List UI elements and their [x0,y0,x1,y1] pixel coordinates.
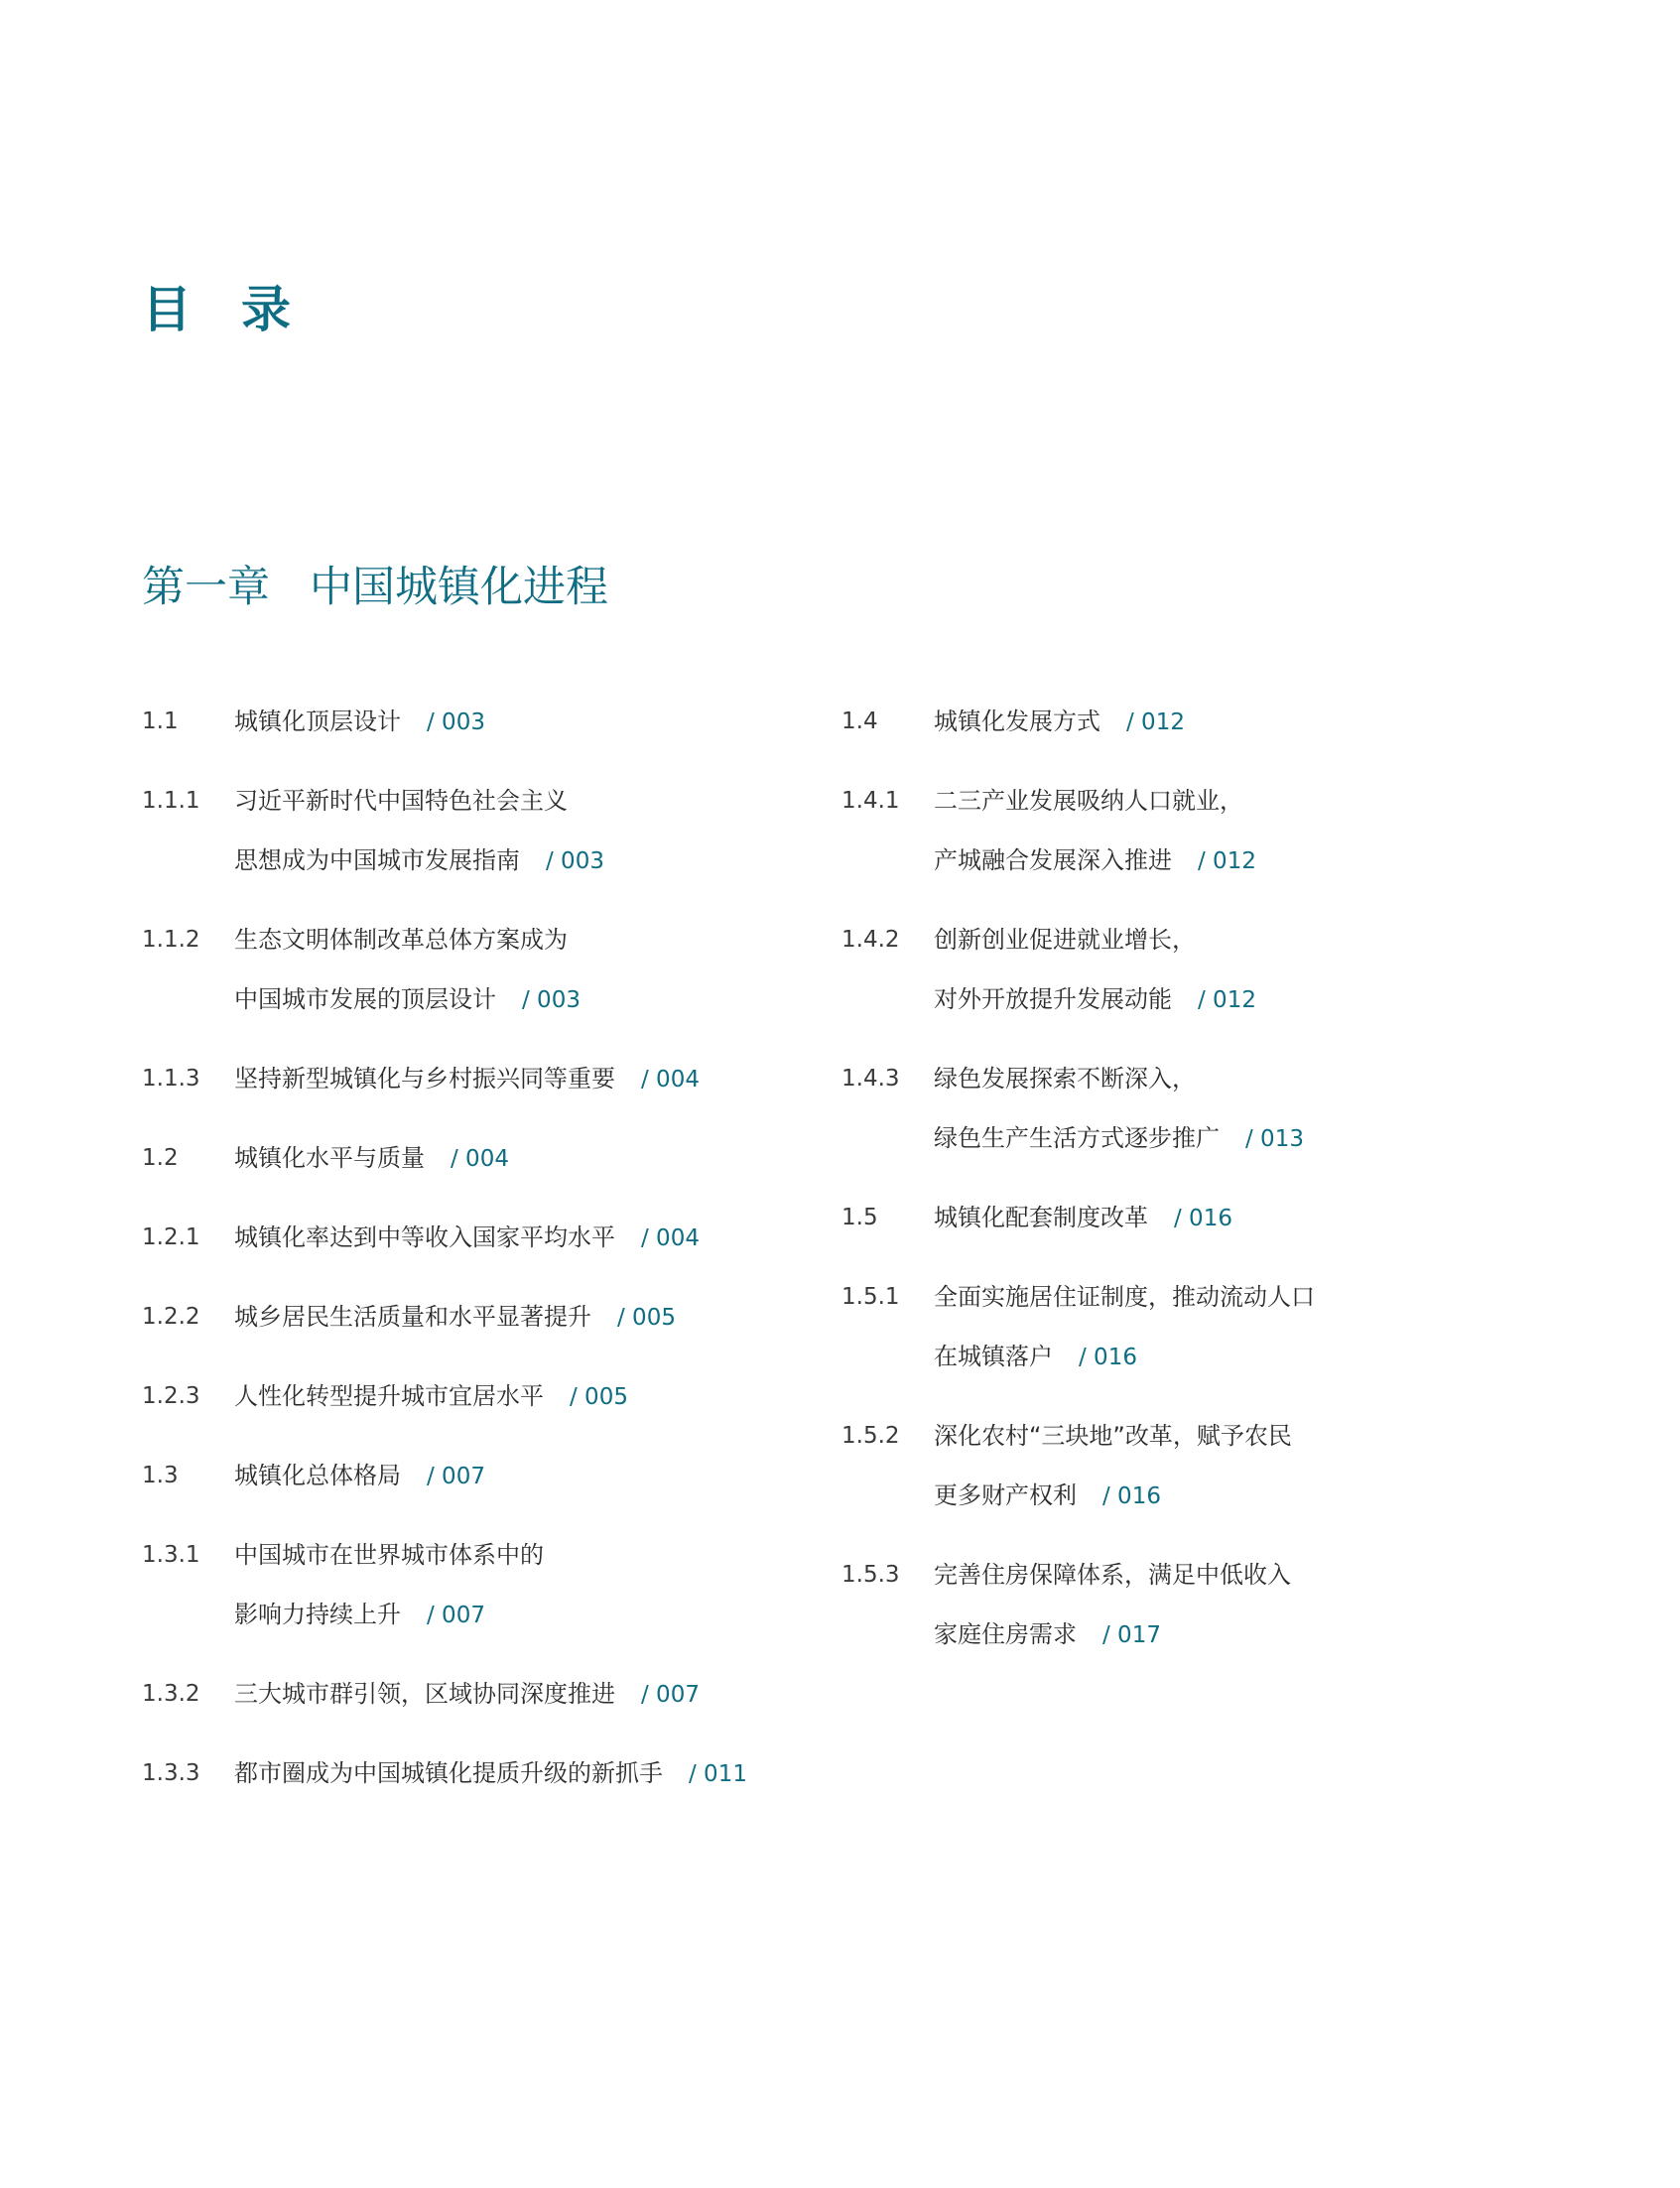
toc-entry-title-line [934,771,1256,831]
toc-entry-title-line [234,969,581,1030]
toc-entry-title-text: 三大城市群引领，区域协同深度推进 [234,1680,615,1708]
toc-entry-page: / 005 [617,1305,676,1331]
toc-entry-title [234,1743,747,1804]
toc-entry[interactable] [142,1743,747,1804]
toc-left-column [142,692,747,1823]
toc-entry-title-text: 绿色发展探索不断深入， [934,1065,1196,1093]
toc-entry-title [934,1267,1315,1387]
toc-entry-page: / 004 [451,1146,509,1172]
toc-entry-title-line [934,692,1185,752]
toc-entry-number: 1.1.2 [142,927,200,953]
toc-entry-title [934,771,1256,891]
toc-entry-title-text: 在城镇落户 [934,1343,1053,1370]
toc-entry-title-line [234,1287,676,1348]
toc-entry-page: / 011 [689,1761,747,1787]
toc-entry[interactable] [841,1545,1315,1665]
toc-entry-title-text: 生态文明体制改革总体方案成为 [234,926,568,954]
toc-entry-page: / 012 [1198,848,1256,874]
toc-entry-title-line [934,969,1256,1030]
toc-entry-title-line [234,831,604,891]
toc-entry-title-line [934,1466,1292,1526]
toc-entry-title-line [934,1267,1315,1327]
toc-entry-title [234,1049,700,1109]
toc-entry[interactable] [841,1267,1315,1387]
toc-entry-title-text: 城镇化发展方式 [934,708,1100,735]
toc-entry-number: 1.3.3 [142,1760,200,1786]
toc-entry-page: / 004 [641,1067,700,1093]
toc-entry-title-line [234,1525,544,1585]
toc-entry[interactable] [142,1664,747,1725]
toc-entry-number: 1.1.1 [142,788,200,814]
toc-entry[interactable] [142,692,747,752]
toc-entry-page: / 007 [427,1464,485,1489]
toc-entry-title [934,910,1256,1030]
toc-entry-title-text: 创新创业促进就业增长， [934,926,1196,954]
toc-entry-title-line [234,692,485,752]
toc-entry[interactable] [142,1287,747,1348]
toc-entry[interactable] [841,1188,1315,1248]
toc-entry[interactable] [142,1208,747,1268]
toc-entry-page: / 017 [1102,1622,1161,1648]
toc-entry-title-text: 完善住房保障体系，满足中低收入 [934,1561,1291,1589]
toc-entry-title-line [934,1049,1304,1108]
page-title [142,276,291,343]
toc-entry-title [234,1128,509,1189]
toc-entry-title-line [934,831,1256,891]
chapter-heading [142,558,608,617]
toc-entry-number: 1.2.3 [142,1383,200,1409]
toc-entry-title-text: 城镇化水平与质量 [234,1144,425,1172]
toc-entry-title-line [234,1585,544,1645]
toc-entry-title-line [234,1049,700,1109]
toc-entry-title-line [934,1406,1292,1466]
toc-entry-number: 1.2.2 [142,1304,200,1330]
toc-entry-title-line [234,1208,700,1268]
toc-entry-title-text: 城镇化率达到中等收入国家平均水平 [234,1223,615,1251]
toc-entry-title-line [234,1446,485,1506]
toc-entry-number: 1.4.1 [841,788,900,814]
toc-entry-title-line [934,1188,1232,1248]
toc-entry-title [234,1446,485,1506]
toc-entry-title-line [934,1545,1291,1605]
toc-entry-number: 1.5.2 [841,1423,900,1449]
toc-entry-number: 1.5 [841,1205,878,1230]
toc-entry-title-text: 人性化转型提升城市宜居水平 [234,1382,544,1410]
toc-entry[interactable] [142,1366,747,1427]
toc-entry[interactable] [142,1525,747,1645]
toc-entry[interactable] [841,692,1315,752]
toc-entry-title-text: 绿色生产生活方式逐步推广 [934,1124,1220,1152]
toc-entry-title [234,771,604,891]
toc-entry[interactable] [841,771,1315,891]
toc-entry-title-line [234,1743,747,1804]
toc-entry-title [934,1049,1304,1169]
toc-entry-page: / 013 [1245,1126,1304,1152]
toc-entry-title-text: 家庭住房需求 [934,1620,1077,1648]
toc-entry-title-line [934,1327,1315,1387]
toc-entry-title-line [234,1664,700,1725]
toc-entry[interactable] [142,1128,747,1189]
toc-entry-number: 1.2 [142,1145,179,1171]
toc-entry[interactable] [841,1406,1315,1526]
toc-entry-title-text: 全面实施居住证制度，推动流动人口 [934,1283,1315,1311]
toc-entry-page: / 016 [1174,1206,1232,1231]
toc-entry-title [234,910,581,1030]
toc-entry-title [234,1208,700,1268]
toc-entry-page: / 003 [427,709,485,735]
toc-entry-title [934,692,1185,752]
toc-entry-number: 1.3 [142,1463,179,1488]
toc-entry-number: 1.1 [142,708,179,734]
page-title-part2: 录 [241,281,291,338]
page-title-part1: 目 [142,281,192,338]
toc-entry-title-text: 都市圈成为中国城镇化提质升级的新抓手 [234,1759,663,1787]
toc-entry-title-text: 坚持新型城镇化与乡村振兴同等重要 [234,1065,615,1093]
toc-entry[interactable] [142,1446,747,1506]
toc-entry-title-text: 习近平新时代中国特色社会主义 [234,787,568,815]
chapter-name: 中国城镇化进程 [310,563,608,612]
toc-entry-page: / 004 [641,1225,700,1251]
toc-entry-title-line [934,910,1256,969]
toc-entry-title-line [934,1108,1304,1169]
toc-entry-title [234,1366,628,1427]
toc-entry[interactable] [142,910,747,1030]
toc-entry-page: / 003 [522,987,581,1013]
toc-entry-page: / 007 [427,1603,485,1628]
toc-entry-page: / 007 [641,1682,700,1708]
toc-entry-number: 1.4.3 [841,1066,900,1092]
toc-entry-title-text: 二三产业发展吸纳人口就业， [934,787,1243,815]
toc-entry-title-text: 城乡居民生活质量和水平显著提升 [234,1303,591,1331]
toc-entry[interactable] [142,1049,747,1109]
toc-entry-title-text: 城镇化顶层设计 [234,708,401,735]
toc-entry-title-text: 城镇化配套制度改革 [934,1204,1148,1231]
toc-right-column [841,692,1315,1684]
toc-entry-title-text: 影响力持续上升 [234,1601,401,1628]
toc-entry-page: / 016 [1079,1345,1137,1370]
toc-entry-number: 1.3.1 [142,1542,200,1568]
toc-entry-title [934,1545,1291,1665]
toc-entry-title [234,1525,544,1645]
toc-entry-number: 1.2.1 [142,1224,200,1250]
toc-entry-number: 1.5.3 [841,1562,900,1588]
toc-entry-title-text: 城镇化总体格局 [234,1462,401,1489]
toc-entry-title-line [234,1128,509,1189]
toc-entry-title-text: 中国城市在世界城市体系中的 [234,1541,544,1569]
toc-entry-title-text: 对外开放提升发展动能 [934,985,1172,1013]
toc-entry-page: / 005 [570,1384,628,1410]
toc-entry-number: 1.3.2 [142,1681,200,1707]
toc-entry-title-text: 思想成为中国城市发展指南 [234,846,520,874]
toc-entry-page: / 003 [546,848,604,874]
toc-entry-page: / 016 [1102,1483,1161,1509]
toc-entry-title-line [234,771,604,831]
toc-entry-title-text: 深化农村“三块地”改革，赋予农民 [934,1422,1292,1450]
toc-entry-page: / 012 [1126,709,1185,735]
toc-entry-title-text: 产城融合发展深入推进 [934,846,1172,874]
toc-entry-number: 1.5.1 [841,1284,900,1310]
toc-entry[interactable] [841,1049,1315,1169]
toc-entry-title [934,1188,1232,1248]
toc-entry-title [234,692,485,752]
toc-entry-number: 1.4 [841,708,878,734]
toc-entry-title-text: 中国城市发展的顶层设计 [234,985,496,1013]
toc-entry-title-line [934,1605,1291,1665]
toc-entry-title-line [234,1366,628,1427]
toc-entry[interactable] [142,771,747,891]
toc-entry-number: 1.4.2 [841,927,900,953]
toc-entry-title [934,1406,1292,1526]
toc-entry-title-text: 更多财产权利 [934,1481,1077,1509]
chapter-label: 第一章 [142,563,270,612]
toc-entry-page: / 012 [1198,987,1256,1013]
toc-entry-title [234,1287,676,1348]
toc-entry-title-line [234,910,581,969]
toc-entry[interactable] [841,910,1315,1030]
toc-entry-number: 1.1.3 [142,1066,200,1092]
toc-entry-title [234,1664,700,1725]
